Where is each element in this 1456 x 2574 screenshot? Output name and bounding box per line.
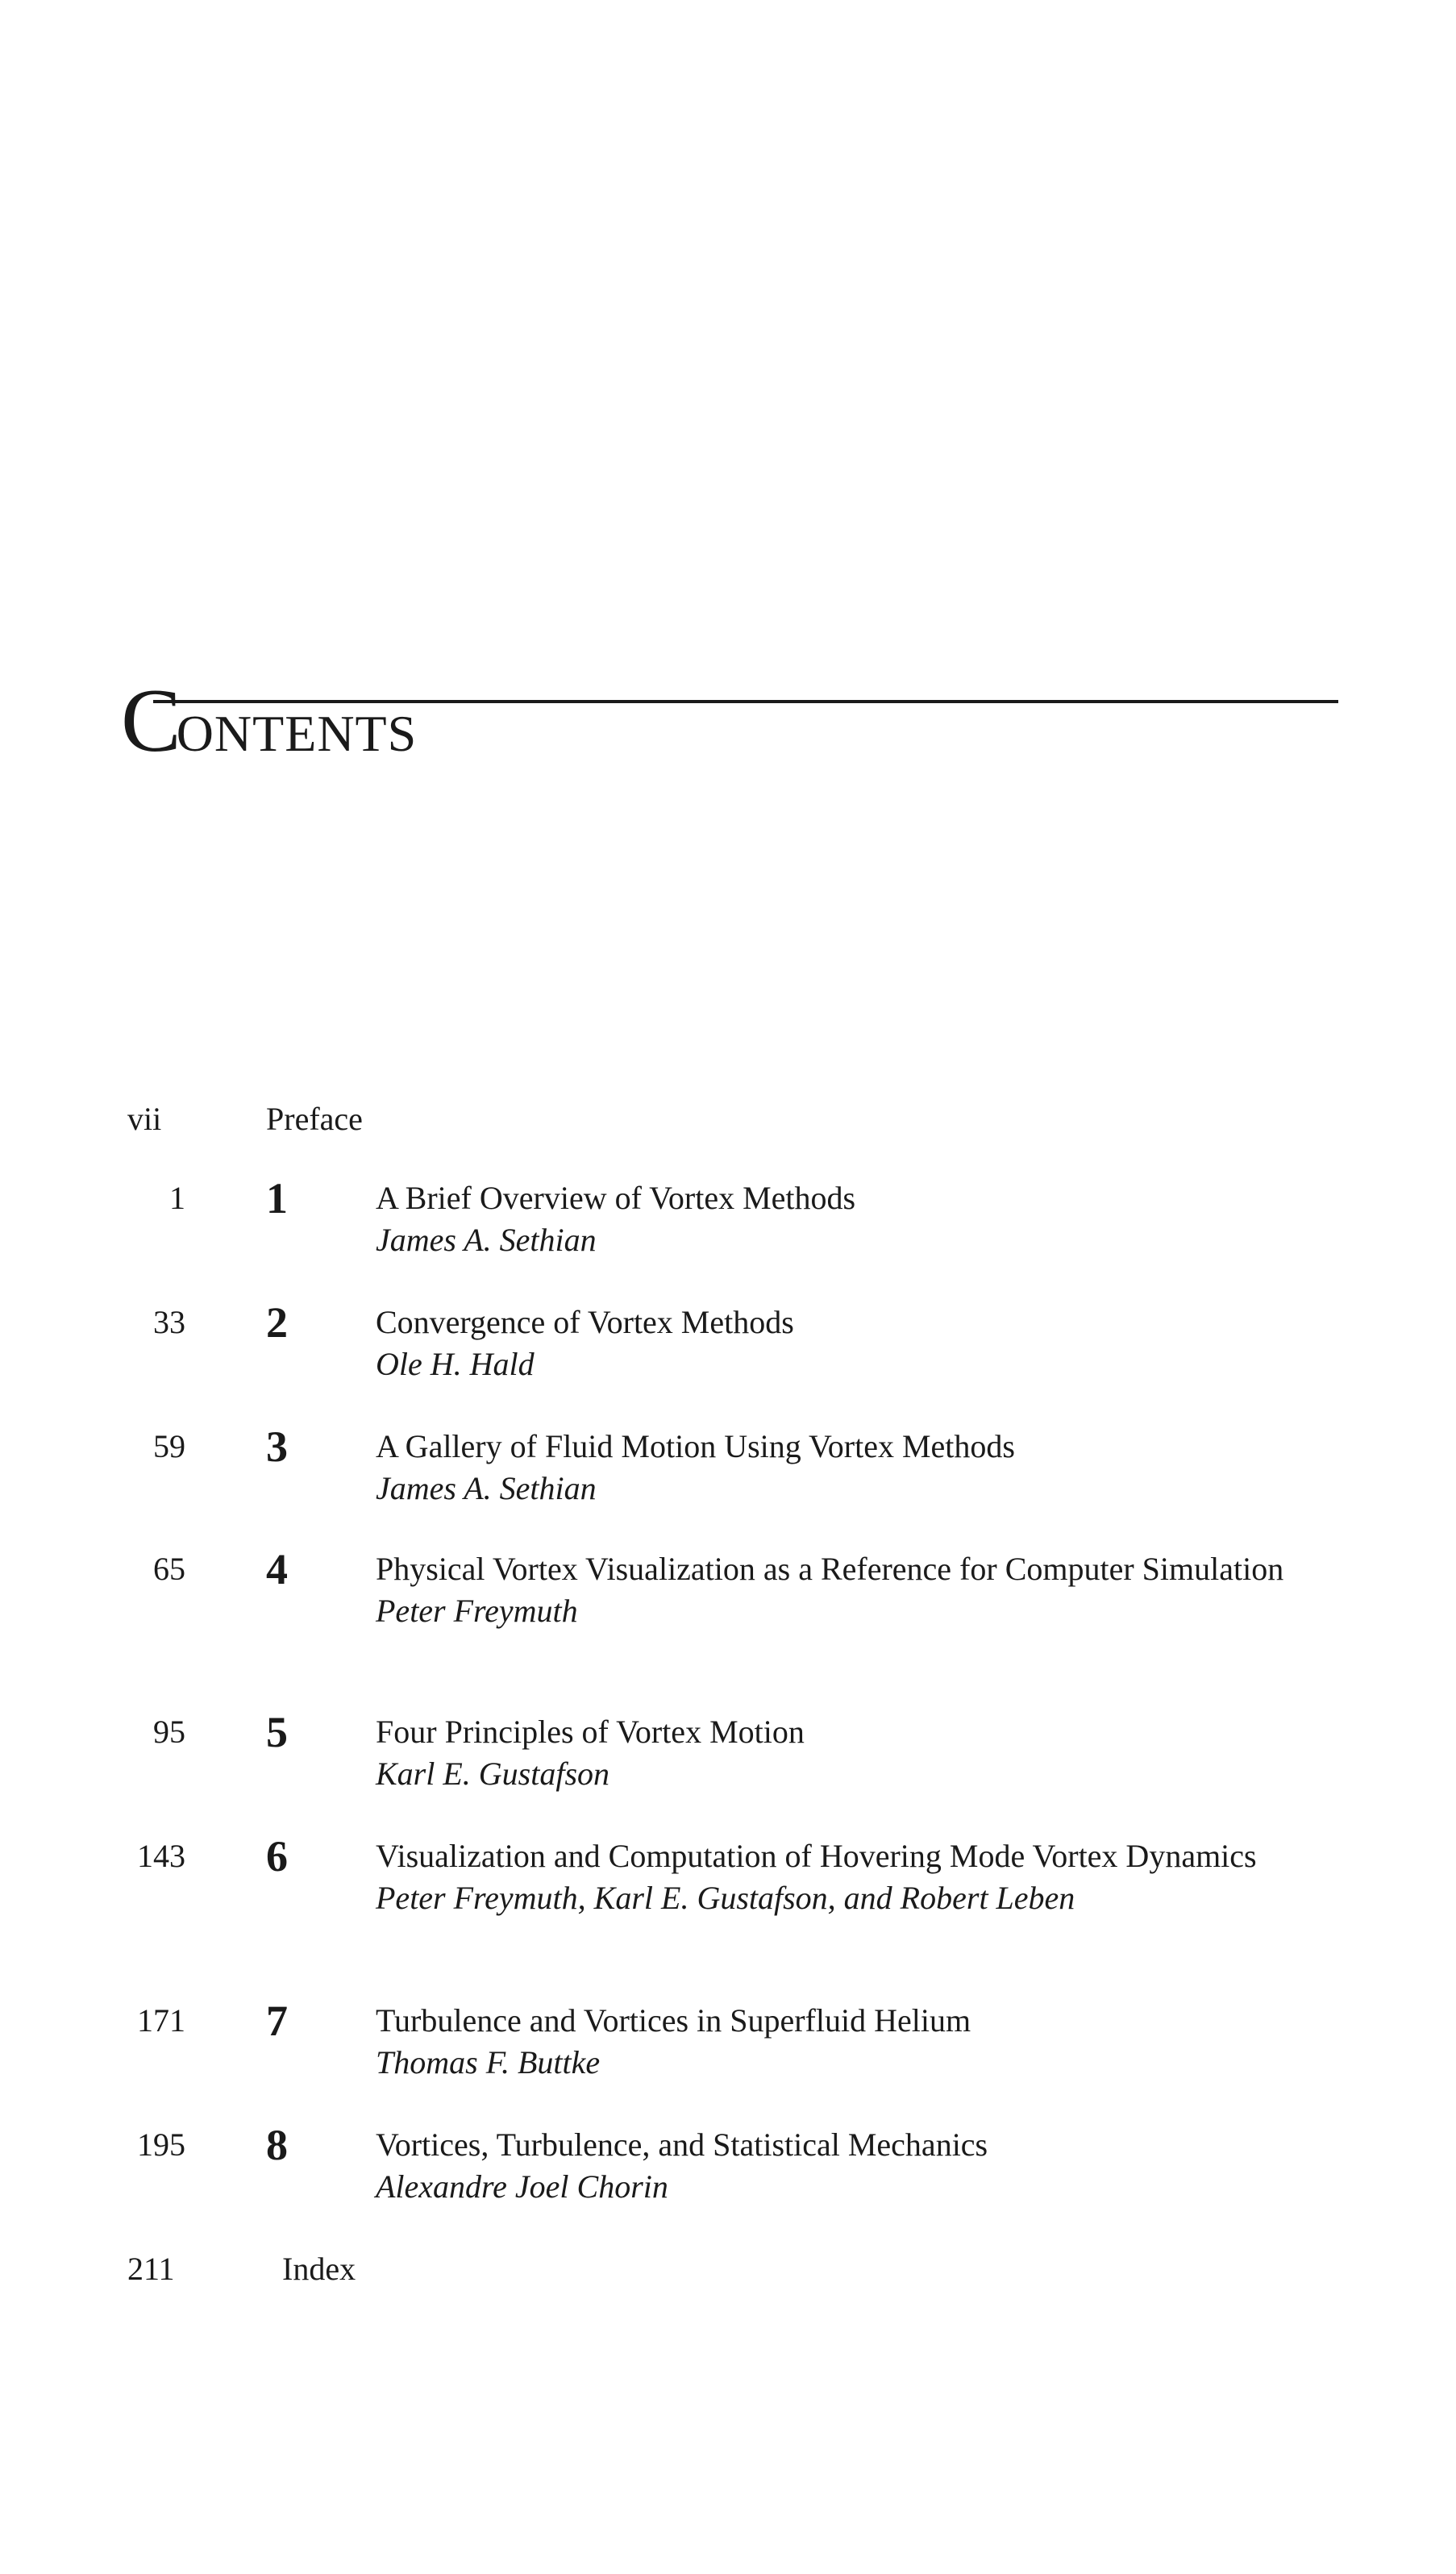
contents-heading: [121, 671, 1338, 773]
page-number: vii: [127, 1101, 162, 1137]
chapter-author: Peter Freymuth, Karl E. Gustafson, and Robert Leben: [376, 1880, 1075, 1916]
chapter-entry: [376, 1426, 1338, 1510]
chapter-entry: [376, 1711, 1338, 1795]
chapter-author: James A. Sethian: [376, 1222, 597, 1258]
chapter-number: 3: [266, 1422, 288, 1471]
chapter-author: Karl E. Gustafson: [376, 1756, 610, 1792]
page-number: 33: [153, 1304, 185, 1340]
chapter-author: Alexandre Joel Chorin: [376, 2168, 668, 2205]
chapter-author: Ole H. Hald: [376, 1346, 535, 1382]
page-number: 1: [169, 1180, 185, 1216]
entry-label: Index: [282, 2251, 356, 2287]
chapter-title: Visualization and Computation of Hovering Mode Vortex Dynamics: [376, 1838, 1257, 1874]
chapter-number: 1: [266, 1174, 288, 1222]
chapter-number: 8: [266, 2121, 288, 2169]
chapter-number: 5: [266, 1708, 288, 1756]
chapter-title: Physical Vortex Visualization as a Reference for Computer Simulation: [376, 1551, 1284, 1587]
page-number: 59: [153, 1428, 185, 1464]
entry-label: Preface: [266, 1101, 363, 1137]
page-number: 171: [137, 2002, 185, 2039]
chapter-number: 2: [266, 1298, 288, 1347]
heading-title: [121, 671, 418, 771]
chapter-author: Thomas F. Buttke: [376, 2044, 601, 2080]
chapter-title: Convergence of Vortex Methods: [376, 1304, 794, 1340]
chapter-title: A Brief Overview of Vortex Methods: [376, 1180, 856, 1216]
page-number: 143: [137, 1838, 185, 1874]
chapter-number: 7: [266, 1997, 288, 2045]
page-number: 95: [153, 1714, 185, 1750]
page-number: 211: [127, 2251, 175, 2287]
chapter-number: 6: [266, 1832, 288, 1881]
heading-rest: ONTENTS: [176, 705, 418, 762]
page-number: 195: [137, 2126, 185, 2163]
chapter-number: 4: [266, 1545, 288, 1593]
chapter-entry: [376, 2124, 1338, 2208]
chapter-title: Vortices, Turbulence, and Statistical Mechanics: [376, 2126, 988, 2163]
chapter-author: Peter Freymuth: [376, 1593, 578, 1629]
heading-first-letter: C: [121, 671, 181, 771]
page-number: 65: [153, 1551, 185, 1587]
chapter-entry: [376, 2000, 1338, 2084]
chapter-author: James A. Sethian: [376, 1470, 597, 1506]
chapter-entry: [376, 1302, 1338, 1385]
chapter-title: Four Principles of Vortex Motion: [376, 1714, 805, 1750]
chapter-entry: [376, 1177, 1338, 1261]
chapter-title: Turbulence and Vortices in Superfluid Helium: [376, 2002, 971, 2039]
chapter-title: A Gallery of Fluid Motion Using Vortex Methods: [376, 1428, 1015, 1464]
chapter-entry: [376, 1835, 1338, 1919]
chapter-entry: [376, 1548, 1338, 1632]
